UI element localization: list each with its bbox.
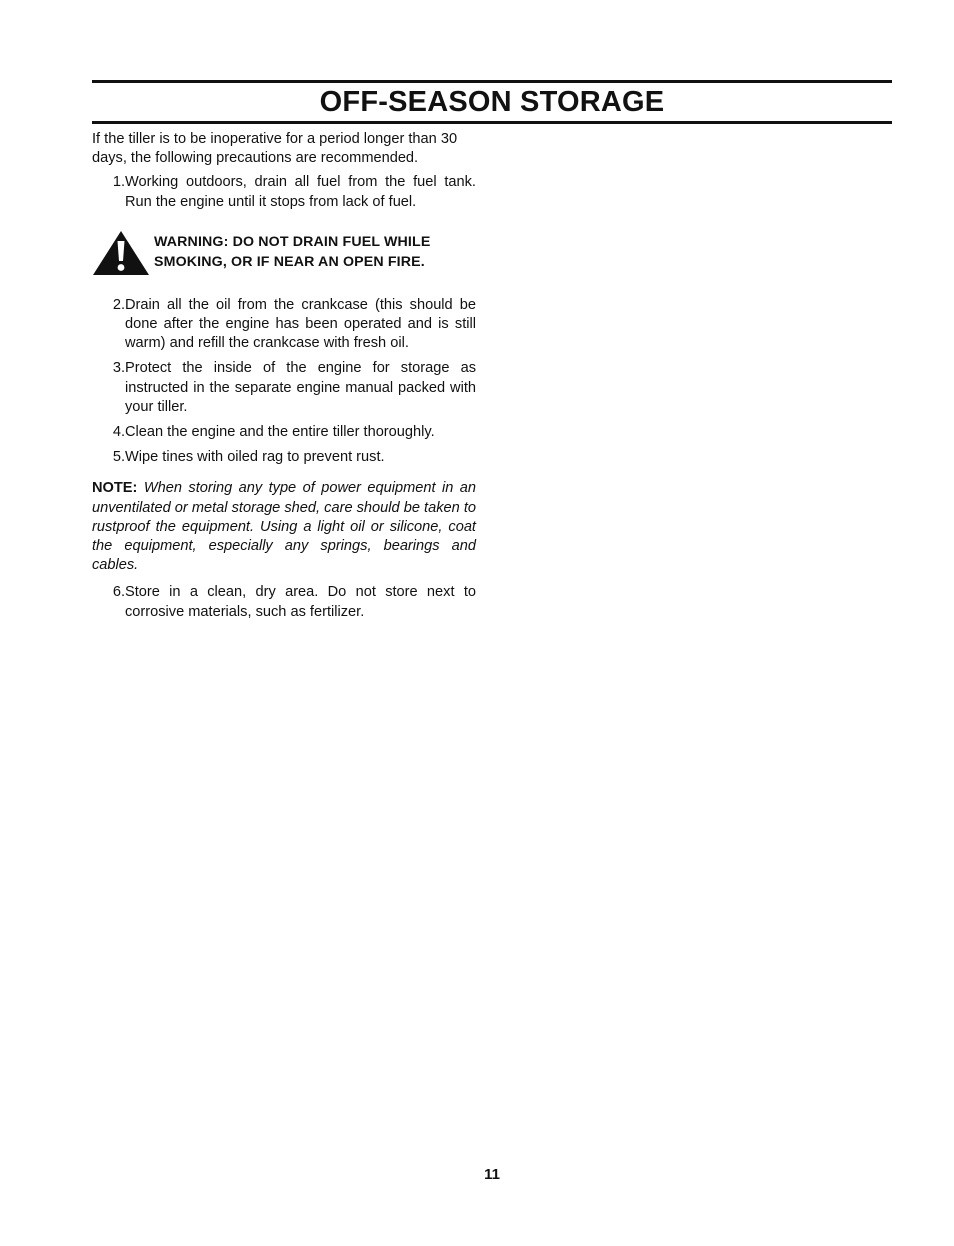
note-text: When storing any type of power equipment in an unventilated or metal storage shed, care should be taken to rustproof the equipment. Using a light oil or silicone, coat the equipment, especially any springs, bearings and cables. <box>92 480 476 574</box>
step-number: 3. <box>112 360 125 377</box>
step-number: 2. <box>112 296 125 313</box>
list-item <box>92 448 476 467</box>
step-text: Wipe tines with oiled rag to prevent rust. <box>125 449 385 466</box>
step-number: 5. <box>112 449 125 466</box>
list-item <box>92 173 476 211</box>
step-text: Protect the inside of the engine for storage as instructed in the separate engine manual packed with your tiller. <box>125 360 476 415</box>
page-title: OFF-SEASON STORAGE <box>319 86 665 118</box>
note-label: NOTE: <box>92 480 138 497</box>
list-item <box>92 296 476 354</box>
step-text: Store in a clean, dry area. Do not store next to corrosive materials, such as fertilizer. <box>125 584 476 620</box>
warning-box <box>92 230 476 276</box>
intro-paragraph: If the tiller is to be inoperative for a period longer than 30 days, the following precautions are recommended. <box>92 131 458 167</box>
page-number: 11 <box>484 1166 500 1183</box>
content-column <box>92 130 476 628</box>
warning-line-2: SMOKING, OR IF NEAR AN OPEN FIRE. <box>154 253 425 270</box>
step-text: Drain all the oil from the crankcase (this should be done after the engine has been operated and is still warm) and refill the crankcase with fresh oil. <box>125 296 476 352</box>
list-item <box>92 359 476 417</box>
step-text: Clean the engine and the entire tiller thoroughly. <box>125 424 435 441</box>
step-text: Working outdoors, drain all fuel from the fuel tank. Run the engine until it stops from lack of fuel. <box>125 174 476 210</box>
list-item <box>92 583 476 621</box>
warning-triangle-icon <box>92 230 150 276</box>
warning-text <box>154 233 430 272</box>
note-paragraph <box>92 479 476 575</box>
page-header <box>92 80 892 124</box>
step-number: 4. <box>112 424 125 441</box>
step-number: 6. <box>112 584 125 601</box>
warning-line-1: WARNING: DO NOT DRAIN FUEL WHILE <box>154 234 431 251</box>
step-number: 1. <box>112 174 125 191</box>
list-item <box>92 423 476 442</box>
